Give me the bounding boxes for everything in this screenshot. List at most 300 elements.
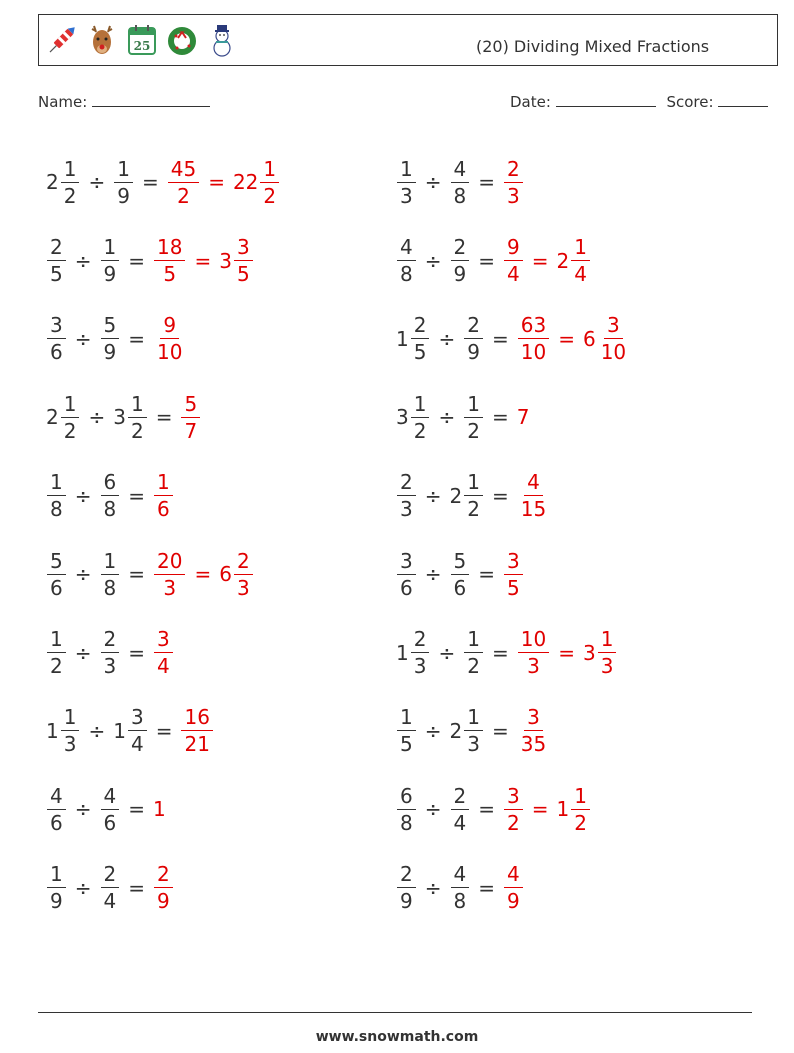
numerator: 1 <box>598 629 617 653</box>
mixed-number <box>100 548 121 600</box>
numerator: 3 <box>234 237 253 261</box>
denominator: 6 <box>400 575 413 600</box>
denominator: 2 <box>467 418 480 443</box>
numerator: 2 <box>397 864 416 888</box>
denominator: 5 <box>507 575 520 600</box>
numerator: 45 <box>168 159 199 183</box>
whole-part: 22 <box>232 170 259 195</box>
problem-row <box>396 692 736 770</box>
problem-row <box>46 221 386 299</box>
equals-sign: = <box>194 562 212 587</box>
problem-row <box>396 535 736 613</box>
mixed-number <box>153 797 167 821</box>
fraction <box>451 862 470 914</box>
divide-sign: ÷ <box>424 248 442 273</box>
fraction <box>397 705 416 757</box>
fraction <box>61 391 80 443</box>
numerator: 63 <box>518 315 549 339</box>
fraction <box>518 313 549 365</box>
score-blank[interactable] <box>718 93 768 107</box>
equals-sign: = <box>194 248 212 273</box>
whole-part: 3 <box>219 248 232 273</box>
numerator: 4 <box>397 237 416 261</box>
fraction <box>464 627 483 679</box>
denominator: 2 <box>63 183 77 208</box>
equals-sign: = <box>478 170 495 195</box>
numerator: 1 <box>411 394 430 418</box>
problem-row <box>46 613 386 691</box>
numerator: 1 <box>464 394 483 418</box>
mixed-number <box>167 156 200 208</box>
fraction <box>47 783 66 835</box>
equals-sign: = <box>208 170 225 195</box>
fraction <box>464 313 483 365</box>
fraction <box>234 548 253 600</box>
divide-sign: ÷ <box>74 797 92 822</box>
mixed-number <box>46 548 67 600</box>
mixed-number <box>100 470 121 522</box>
denominator: 8 <box>453 183 467 208</box>
divide-sign: ÷ <box>438 640 456 665</box>
fraction <box>128 391 147 443</box>
problem-row <box>396 378 736 456</box>
fraction <box>101 313 120 365</box>
divide-sign: ÷ <box>74 562 92 587</box>
fraction <box>411 627 430 679</box>
problem-row <box>46 300 386 378</box>
problem-row <box>46 849 386 927</box>
fraction <box>518 705 549 757</box>
mixed-number <box>113 391 147 443</box>
denominator: 2 <box>507 810 520 835</box>
numerator: 4 <box>47 786 66 810</box>
denominator: 9 <box>117 183 130 208</box>
fraction <box>234 235 253 287</box>
problems-left-column <box>46 143 386 927</box>
fraction <box>101 783 120 835</box>
numerator: 2 <box>411 315 430 339</box>
answer <box>153 548 254 600</box>
divide-sign: ÷ <box>424 718 442 743</box>
numerator: 10 <box>518 629 549 653</box>
equals-sign: = <box>531 797 549 822</box>
footer-url: www.snowmath.com <box>315 1029 479 1045</box>
fraction <box>47 235 66 287</box>
answer <box>503 783 591 835</box>
denominator: 3 <box>103 654 117 679</box>
svg-text:25: 25 <box>133 39 151 53</box>
equals-sign: = <box>531 248 549 273</box>
answer <box>180 705 213 757</box>
numerator: 3 <box>604 315 623 339</box>
answer <box>180 391 201 443</box>
answer <box>517 405 531 429</box>
denominator: 9 <box>103 262 117 287</box>
answer <box>153 235 254 287</box>
mixed-number <box>113 705 147 757</box>
fraction <box>114 156 133 208</box>
numerator: 3 <box>524 707 543 731</box>
date-blank[interactable] <box>556 93 656 107</box>
mixed-number <box>450 235 471 287</box>
fraction <box>451 235 470 287</box>
name-blank[interactable] <box>92 93 210 107</box>
mixed-number <box>503 156 524 208</box>
denominator: 5 <box>163 262 177 287</box>
fraction <box>101 235 120 287</box>
fraction <box>154 548 185 600</box>
denominator: 2 <box>574 810 587 835</box>
mixed-number <box>46 313 67 365</box>
divide-sign: ÷ <box>438 405 456 430</box>
fraction <box>571 235 590 287</box>
denominator: 9 <box>453 262 467 287</box>
equals-sign: = <box>478 562 495 587</box>
answer <box>517 313 630 365</box>
denominator: 4 <box>574 262 587 287</box>
mixed-number <box>517 470 550 522</box>
numerator: 1 <box>101 551 120 575</box>
numerator: 16 <box>181 707 212 731</box>
denominator: 9 <box>467 340 480 365</box>
fraction <box>181 391 200 443</box>
denominator: 9 <box>507 889 520 914</box>
mixed-number <box>153 548 186 600</box>
numerator: 1 <box>101 237 120 261</box>
numerator: 1 <box>61 159 80 183</box>
whole-part: 1 <box>113 718 126 743</box>
equals-sign: = <box>155 718 173 743</box>
numerator: 3 <box>504 551 523 575</box>
numerator: 2 <box>47 237 66 261</box>
fraction <box>571 783 590 835</box>
mixed-number <box>396 783 417 835</box>
fraction <box>154 313 185 365</box>
fraction <box>101 470 120 522</box>
equals-sign: = <box>128 562 145 587</box>
denominator: 2 <box>467 497 480 522</box>
numerator: 5 <box>181 394 200 418</box>
equals-sign: = <box>491 405 509 430</box>
answer <box>153 862 174 914</box>
fraction <box>397 235 416 287</box>
divide-sign: ÷ <box>74 875 92 900</box>
numerator: 1 <box>47 629 66 653</box>
problem-row <box>46 692 386 770</box>
denominator: 2 <box>263 183 277 208</box>
problem-row <box>46 378 386 456</box>
divide-sign: ÷ <box>74 640 92 665</box>
mixed-number <box>396 862 417 914</box>
fraction <box>397 862 416 914</box>
equals-sign: = <box>141 170 159 195</box>
mixed-number <box>556 235 591 287</box>
answer <box>503 156 524 208</box>
problem-row <box>46 143 386 221</box>
mixed-number <box>449 705 484 757</box>
denominator: 6 <box>50 340 63 365</box>
problem-row <box>396 143 736 221</box>
answer <box>153 470 174 522</box>
mixed-number <box>582 313 630 365</box>
mixed-number <box>450 862 471 914</box>
numerator: 1 <box>114 159 133 183</box>
divide-sign: ÷ <box>88 405 106 430</box>
whole-part: 3 <box>582 640 596 665</box>
name-label: Name: <box>38 93 88 111</box>
fraction <box>128 705 147 757</box>
numerator: 1 <box>128 394 147 418</box>
problem-row <box>396 849 736 927</box>
whole-part: 2 <box>46 405 59 430</box>
whole-part: 3 <box>396 405 409 430</box>
denominator: 2 <box>413 418 427 443</box>
mixed-number <box>219 235 253 287</box>
fraction <box>464 391 483 443</box>
denominator: 3 <box>236 575 250 600</box>
score-label: Score: <box>666 93 714 111</box>
fraction <box>411 391 430 443</box>
fraction <box>61 156 80 208</box>
denominator: 4 <box>130 732 144 757</box>
mixed-number <box>463 313 484 365</box>
divide-sign: ÷ <box>438 326 456 351</box>
problems-right-column <box>396 143 736 927</box>
numerator: 1 <box>464 707 483 731</box>
mixed-number <box>153 627 174 679</box>
divide-sign: ÷ <box>424 797 442 822</box>
fraction <box>451 548 470 600</box>
mixed-number <box>396 235 417 287</box>
whole-part: 1 <box>396 640 409 665</box>
denominator: 5 <box>413 340 427 365</box>
date-field <box>510 93 768 111</box>
denominator: 4 <box>103 889 117 914</box>
fraction <box>260 156 279 208</box>
fraction <box>464 705 483 757</box>
denominator: 9 <box>50 889 63 914</box>
mixed-number <box>113 156 134 208</box>
mixed-number <box>517 405 531 429</box>
mixed-number <box>100 627 121 679</box>
equals-sign: = <box>478 797 495 822</box>
mixed-number <box>517 705 550 757</box>
mixed-number <box>396 313 430 365</box>
denominator: 8 <box>50 497 63 522</box>
denominator: 8 <box>453 889 467 914</box>
fraction <box>101 548 120 600</box>
equals-sign: = <box>558 640 575 665</box>
equals-sign: = <box>478 875 495 900</box>
fraction <box>397 156 416 208</box>
mixed-number <box>46 627 67 679</box>
mixed-number <box>463 627 484 679</box>
numerator: 1 <box>154 472 173 496</box>
numerator: 2 <box>154 864 173 888</box>
divide-sign: ÷ <box>74 326 92 351</box>
mixed-number <box>153 862 174 914</box>
fraction <box>598 627 617 679</box>
numerator: 4 <box>101 786 120 810</box>
numerator: 5 <box>451 551 470 575</box>
date-label: Date: <box>510 93 551 111</box>
denominator: 15 <box>520 497 547 522</box>
numerator: 2 <box>101 864 120 888</box>
numerator: 4 <box>504 864 523 888</box>
answer <box>503 862 524 914</box>
fraction <box>397 783 416 835</box>
mixed-number <box>46 470 67 522</box>
numerator: 1 <box>61 707 80 731</box>
denominator: 6 <box>103 810 117 835</box>
denominator: 5 <box>50 262 63 287</box>
whole-part: 2 <box>46 170 59 195</box>
denominator: 3 <box>400 183 413 208</box>
numerator: 4 <box>451 159 470 183</box>
fraction <box>154 470 173 522</box>
divide-sign: ÷ <box>424 483 442 508</box>
name-field <box>38 93 210 111</box>
header-icons <box>47 22 237 58</box>
numerator: 2 <box>411 629 430 653</box>
numerator: 2 <box>234 551 253 575</box>
divide-sign: ÷ <box>424 875 442 900</box>
denominator: 5 <box>236 262 250 287</box>
denominator: 8 <box>103 497 117 522</box>
denominator: 35 <box>520 732 547 757</box>
whole-part: 1 <box>153 797 166 822</box>
problem-row <box>396 770 736 848</box>
mixed-number <box>46 235 67 287</box>
problem-row <box>396 613 736 691</box>
denominator: 8 <box>400 262 413 287</box>
mixed-number <box>517 313 550 365</box>
numerator: 20 <box>154 551 185 575</box>
answer <box>517 470 550 522</box>
equals-sign: = <box>155 405 173 430</box>
numerator: 1 <box>61 394 80 418</box>
fraction <box>168 156 199 208</box>
numerator: 1 <box>260 159 279 183</box>
calendar-25-icon <box>127 22 157 58</box>
fraction <box>154 235 185 287</box>
numerator: 6 <box>397 786 416 810</box>
denominator: 3 <box>63 732 77 757</box>
answer <box>153 313 186 365</box>
numerator: 18 <box>154 237 185 261</box>
numerator: 2 <box>101 629 120 653</box>
mixed-number <box>100 235 121 287</box>
numerator: 4 <box>451 864 470 888</box>
firework-rocket-icon <box>47 22 77 58</box>
problem-row <box>396 457 736 535</box>
mixed-number <box>396 548 417 600</box>
equals-sign: = <box>128 483 145 508</box>
equals-sign: = <box>128 797 145 822</box>
denominator: 4 <box>507 262 520 287</box>
fraction <box>504 235 523 287</box>
mixed-number <box>46 705 80 757</box>
fraction <box>504 156 523 208</box>
christmas-wreath-icon <box>167 22 197 58</box>
denominator: 8 <box>400 810 413 835</box>
denominator: 9 <box>400 889 413 914</box>
fraction <box>504 862 523 914</box>
mixed-number <box>153 470 174 522</box>
numerator: 1 <box>571 786 590 810</box>
denominator: 4 <box>453 810 467 835</box>
mixed-number <box>153 313 186 365</box>
problem-row <box>46 535 386 613</box>
mixed-number <box>503 235 524 287</box>
numerator: 3 <box>397 551 416 575</box>
equals-sign: = <box>128 875 145 900</box>
fraction <box>397 470 416 522</box>
denominator: 5 <box>400 732 413 757</box>
mixed-number <box>396 627 430 679</box>
divide-sign: ÷ <box>74 248 92 273</box>
mixed-number <box>153 235 186 287</box>
denominator: 6 <box>453 575 467 600</box>
denominator: 7 <box>184 418 198 443</box>
denominator: 8 <box>103 575 117 600</box>
worksheet-header <box>38 14 778 66</box>
mixed-number <box>503 862 524 914</box>
equals-sign: = <box>558 326 575 351</box>
mixed-number <box>46 391 80 443</box>
numerator: 1 <box>464 472 483 496</box>
denominator: 2 <box>467 654 480 679</box>
numerator: 2 <box>451 237 470 261</box>
numerator: 2 <box>451 786 470 810</box>
denominator: 6 <box>50 810 63 835</box>
divide-sign: ÷ <box>424 562 442 587</box>
fraction <box>518 470 549 522</box>
equals-sign: = <box>128 248 145 273</box>
numerator: 3 <box>504 786 523 810</box>
fraction <box>397 548 416 600</box>
numerator: 9 <box>504 237 523 261</box>
fraction <box>47 548 66 600</box>
problem-row <box>46 770 386 848</box>
answer <box>503 548 524 600</box>
fraction <box>154 627 173 679</box>
fraction <box>154 862 173 914</box>
answer <box>167 156 280 208</box>
numerator: 3 <box>47 315 66 339</box>
fraction <box>101 862 120 914</box>
denominator: 9 <box>103 340 117 365</box>
denominator: 2 <box>50 654 63 679</box>
mixed-number <box>100 862 121 914</box>
divide-sign: ÷ <box>74 483 92 508</box>
fraction <box>504 783 523 835</box>
mixed-number <box>463 391 484 443</box>
footer-divider <box>38 1012 752 1013</box>
fraction <box>518 627 549 679</box>
whole-part: 2 <box>556 248 570 273</box>
numerator: 2 <box>464 315 483 339</box>
numerator: 1 <box>47 864 66 888</box>
mixed-number <box>180 391 201 443</box>
equals-sign: = <box>491 718 509 743</box>
numerator: 3 <box>128 707 147 731</box>
whole-part: 1 <box>46 718 59 743</box>
mixed-number <box>396 705 417 757</box>
fraction <box>47 470 66 522</box>
problem-row <box>46 457 386 535</box>
fraction <box>451 783 470 835</box>
